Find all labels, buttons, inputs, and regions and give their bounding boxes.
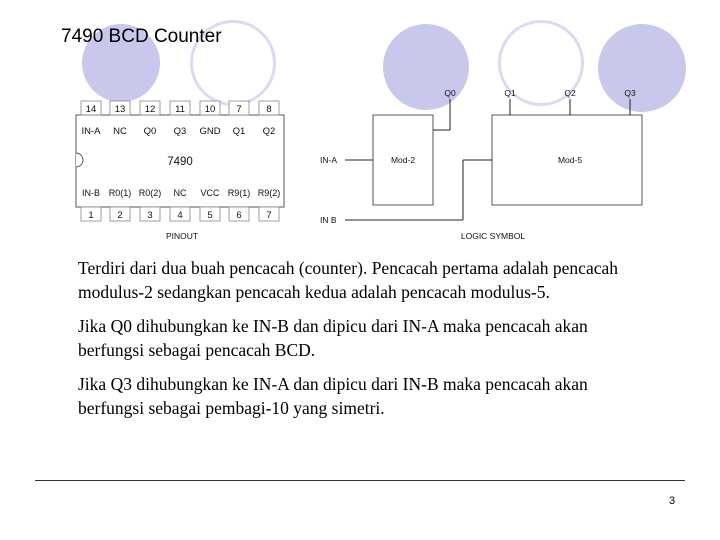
bottom-pin-number: 6 [236, 210, 242, 221]
top-pin-label: GND [199, 126, 221, 137]
top-pin-label: Q3 [173, 126, 187, 137]
bottom-pin-number: 1 [88, 210, 94, 221]
bottom-pin-label: R0(2) [138, 188, 162, 198]
bottom-pin-number: 4 [177, 210, 183, 221]
top-pin-label: IN-A [81, 126, 101, 137]
q3-label: Q3 [624, 88, 636, 98]
logic-symbol-caption: LOGIC SYMBOL [460, 231, 526, 241]
top-pin-number: 10 [204, 104, 216, 115]
mod-2-label: Mod-2 [390, 155, 416, 165]
top-pin-label: Q0 [143, 126, 157, 137]
slide-title: 7490 BCD Counter [61, 26, 222, 47]
bottom-pin-number: 7 [266, 210, 272, 221]
q2-label: Q2 [564, 88, 576, 98]
bottom-pin-label: R9(2) [257, 188, 281, 198]
top-pin-number: 14 [85, 104, 97, 115]
footer-divider [35, 480, 685, 481]
paragraph-2: Jika Q0 dihubungkan ke IN-B dan dipicu dari IN-A maka pencacah akan berfungsi sebagai pencacah BCD. [78, 316, 588, 360]
paragraph-1: Terdiri dari dua buah pencacah (counter). Pencacah pertama adalah pencacah modulus-2 sedangkan pencacah kedua adalah pencacah modulus-5. [78, 258, 618, 302]
bottom-pin-number: 2 [117, 210, 123, 221]
pinout-caption: PINOUT [165, 231, 199, 241]
page-number: 3 [669, 495, 676, 507]
top-pin-number: 12 [144, 104, 156, 115]
logic-symbol-diagram [320, 88, 642, 241]
top-pin-number: 7 [236, 104, 242, 115]
chip-name: 7490 [167, 156, 193, 168]
mod-5-label: Mod-5 [557, 155, 583, 165]
q0-label: Q0 [444, 88, 456, 98]
top-pin-number: 8 [266, 104, 272, 115]
bottom-pin-number: 5 [207, 210, 213, 221]
top-pin-label: NC [113, 126, 127, 137]
top-pin-number: 11 [175, 104, 185, 115]
in-b-label: IN B [320, 215, 337, 225]
top-pin-number: 13 [114, 104, 126, 115]
slide-body [78, 256, 653, 430]
bottom-pin-label: R9(1) [227, 188, 251, 198]
ic-7490-diagram [0, 0, 720, 250]
top-pin-label: Q1 [232, 126, 246, 137]
pinout-diagram [76, 101, 284, 241]
bottom-pin-number: 3 [147, 210, 153, 221]
bottom-pin-label: VCC [200, 188, 220, 198]
top-pin-label: Q2 [262, 126, 276, 137]
q1-label: Q1 [504, 88, 516, 98]
bottom-pin-label: R0(1) [108, 188, 132, 198]
paragraph-3: Jika Q3 dihubungkan ke IN-A dan dipicu dari IN-B maka pencacah akan berfungsi sebagai pembagi-10 yang simetri. [78, 374, 588, 418]
in-a-label: IN-A [320, 155, 337, 165]
bottom-pin-label: IN-B [82, 188, 100, 198]
bottom-pin-label: NC [173, 188, 187, 198]
